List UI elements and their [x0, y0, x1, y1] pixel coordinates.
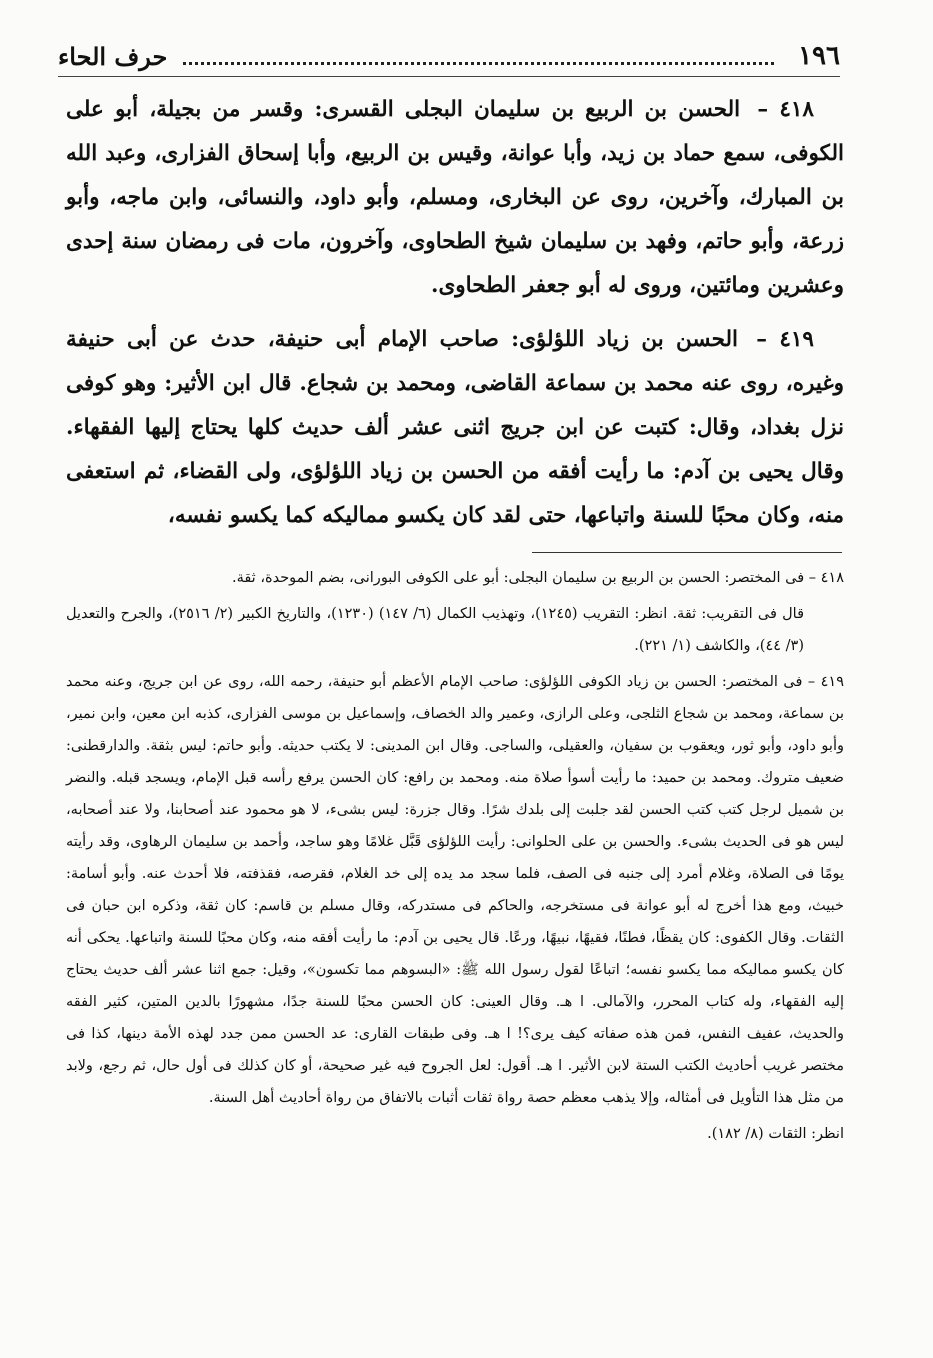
entry-418 — [66, 88, 844, 308]
entry-419 — [66, 318, 844, 538]
footnote-number: ٤١٨ – — [808, 570, 844, 586]
page-header — [58, 36, 840, 77]
page-number: ١٩٦ — [798, 41, 840, 71]
footnote-number: ٤١٩ – — [807, 674, 844, 690]
footnote-text: فى المختصر: الحسن بن الربيع بن سليمان البجلى: أبو على الكوفى البورانى، بضم الموحدة، ثقة. — [231, 570, 805, 586]
entry-number: ٤١٩ – — [756, 327, 814, 352]
header-dotted-leader — [183, 48, 774, 65]
footnote-419-reference: انظر: الثقات (٨/ ١٨٢). — [707, 1126, 844, 1142]
footnotes — [66, 562, 844, 1150]
main-text — [66, 88, 844, 548]
footnote-418 — [66, 562, 844, 594]
entry-text: الحسن بن زياد اللؤلؤى: صاحب الإمام أبى حنيفة، حدث عن أبى حنيفة وغيره، روى عنه محمد بن سماعة القاضى، ومحمد بن شجاع. قال ابن الأثير: وهو كوفى نزل بغداد، وقال: كتبت عن ابن جريج اثنى عشر ألف حديث كلها يحتاج إليها الفقهاء. وقال يحيى بن آدم: ما رأيت أفقه من الحسن بن زياد اللؤلؤى، ولى القضاء، ثم استعفى منه، وكان محبًا للسنة واتباعها، حتى لقد كان يكسو مماليكه كما يكسو نفسه، — [66, 327, 844, 528]
footnote-418-continuation: قال فى التقريب: ثقة. انظر: التقريب (١٢٤٥)، وتهذيب الكمال (٦/ ١٤٧) (١٢٣٠)، والتاريخ الكبير (٢/ ٢٥١٦)، والجرح والتعديل (٣/ ٤٤)، والكاشف (١/ ٢٢١). — [66, 606, 805, 654]
entry-number: ٤١٨ – — [757, 97, 814, 122]
footnote-text: فى المختصر: الحسن بن زياد الكوفى اللؤلؤى: صاحب الإمام الأعظم أبو حنيفة، رحمه الله، روى عن ابن جريج، وعنه محمد بن سماعة، ومحمد بن شجاع الثلجى، وعلى الرازى، وعمير والد الخصاف، وإسماعيل بن موسى الفزارى، كذبه ابن معين، وابن نمير، وأبو داود، وأبو ثور، ويعقوب بن سفيان، والعقيلى، والساجى. وقال ابن المدينى: لا يكتب حديثه. وأبو حاتم: ليس بثقة. والدارقطنى: ضعيف متروك. ومحمد بن حميد: ما رأيت أسوأ صلاة منه. ومحمد بن رافع: كان الحسن يرفع رأسه قبل الإمام، ويسجد قبله. والنضر بن شميل لرجل كتب كتب الحسن لقد جلبت إلى بلدك شرًا. وقال جزرة: ليس بشىء، لا هو محمود عند أصحابنا، ولا عند أصحابه، ليس هو فى الحديث بشىء. والحسن بن على الحلوانى: رأيت اللؤلؤى قَبَّل غلامًا وهو ساجد، وأحمد بن سليمان الرهاوى، وقد رأيته يومًا فى الصلاة، وغلام أمرد إلى جنبه فى الصف، فلما سجد مد يده إلى خد الغلام، فقرصه، فقذفته، فلا أحدث عنه. وأبو أسامة: خبيث، ومع هذا أخرج له أبو عوانة فى مستخرجه، والحاكم فى مستدركه، وقال مسلم بن قاسم: كان ثقة، وذكره ابن حبان فى الثقات. وقال الكفوى: كان يقظًا، فطنًا، فقيهًا، نبيهًا، ورعًا. قال يحيى بن آدم: ما رأيت أفقه منه، وكان محبًا للسنة واتباعها. يحكى أنه كان يكسو مماليكه مما يكسو نفسه؛ اتباعًا لقول رسول الله ﷺ: «البسوهم مما تكسون»، وقيل: جمع اثنا عشر ألف حديث يحتاج إليه الفقهاء، وله كتاب المحرر، والآمالى. ا هـ. وقال العينى: كان الحسن محبًا للسنة جدًا، مشهورًا بالدين المتين، كثير الفقه والحديث، عفيف النفس، فمن هذه صفاته كيف يرى؟! ا هـ. وفى طبقات القارى: عد الحسن ممن جدد لهذه الأمة دينها، كذا فى مختصر غريب أحاديث الكتب الستة لابن الأثير. ا هـ. أقول: لعل الجروح فيه غير صحيحة، أو كان كذلك فى أول حال، ثم رجع، ولابد من مثل هذا التأويل فى أمثاله، وإلا يذهب معظم حصة رواة ثقات أثبات بالاتفاق من رواة أحاديث أهل السنة. — [66, 674, 844, 1106]
footnote-419 — [66, 666, 844, 1114]
entry-text: الحسن بن الربيع بن سليمان البجلى القسرى: وقسر من بجيلة، أبو على الكوفى، سمع حماد بن زيد، وأبا عوانة، وقيس بن الربيع، وأبا إسحاق الفزارى، وعبد الله بن المبارك، وآخرين، روى عن البخارى، ومسلم، وأبو داود، والنسائى، وابن ماجه، وأبو زرعة، وأبو حاتم، وفهد بن سليمان شيخ الطحاوى، وآخرون، مات فى رمضان سنة إحدى وعشرين ومائتين، وروى له أبو جعفر الطحاوى. — [66, 97, 844, 298]
chapter-title: حرف الحاء — [58, 41, 168, 71]
footnote-separator — [532, 552, 842, 553]
